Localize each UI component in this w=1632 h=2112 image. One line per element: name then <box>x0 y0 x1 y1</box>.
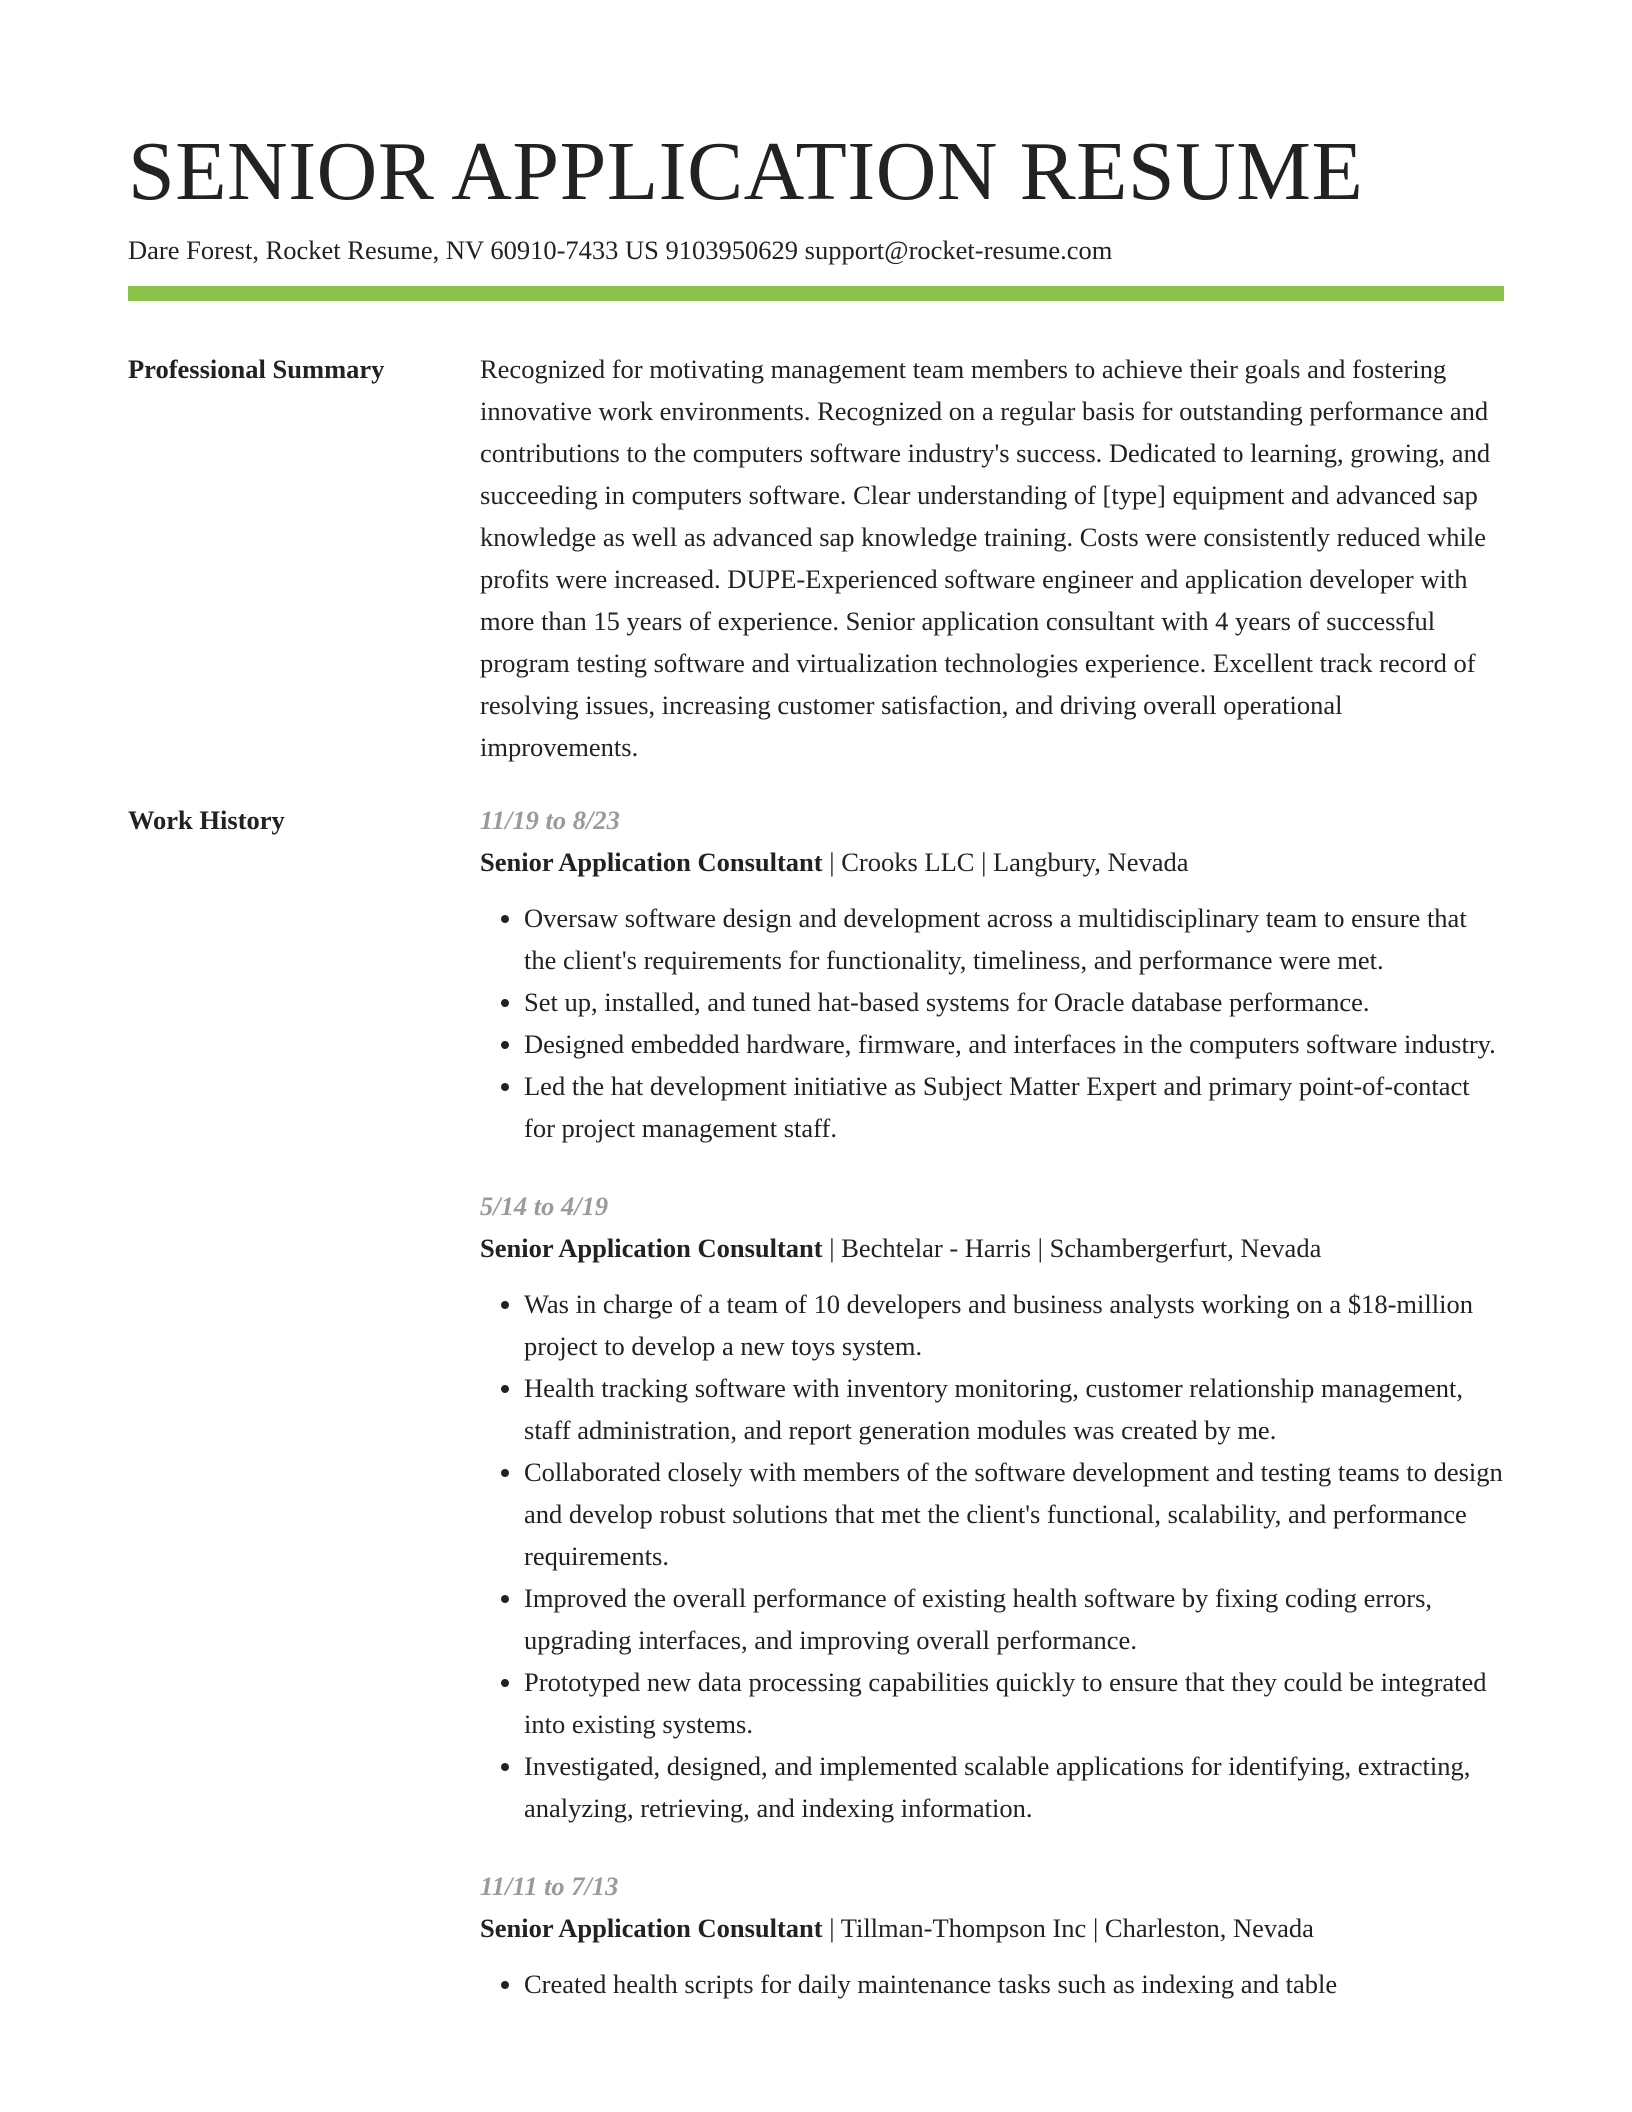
job-bullet-list <box>480 1963 1504 2005</box>
separator: | <box>822 847 842 877</box>
separator: | <box>1086 1913 1105 1943</box>
job-bullet: • Led the hat development initiative as Subject Matter Expert and primary point-of-contact for project management staff. <box>524 1065 1504 1149</box>
job-company: Tillman-Thompson Inc <box>840 1913 1087 1943</box>
separator: | <box>974 847 993 877</box>
resume-title: SENIOR APPLICATION RESUME <box>128 125 1364 218</box>
job-heading <box>480 1907 1504 1949</box>
job-entry <box>480 1185 1504 1829</box>
summary-body <box>480 348 1504 768</box>
job-title: Senior Application Consultant <box>480 847 823 877</box>
job-location: Schambergerfurt, Nevada <box>1049 1233 1322 1263</box>
job-bullet: • Was in charge of a team of 10 developers and business analysts working on a $18-million project to develop a new toys system. <box>524 1283 1504 1367</box>
job-bullet: • Investigated, designed, and implemented scalable applications for identifying, extracting, analyzing, retrieving, and indexing information. <box>524 1745 1504 1829</box>
separator: | <box>822 1913 841 1943</box>
job-company: Crooks LLC <box>841 847 975 877</box>
job-dates: 11/19 to 8/23 <box>480 805 620 835</box>
job-company: Bechtelar - Harris <box>841 1233 1032 1263</box>
job-entry <box>480 1865 1504 2005</box>
job-dates: 11/11 to 7/13 <box>480 1871 619 1901</box>
job-bullet-list <box>480 897 1504 1149</box>
job-bullet: • Set up, installed, and tuned hat-based systems for Oracle database performance. <box>524 981 1504 1023</box>
job-title: Senior Application Consultant <box>480 1233 823 1263</box>
job-heading <box>480 841 1504 883</box>
job-bullet: • Health tracking software with inventory monitoring, customer relationship management, staff administration, and report generation modules was created by me. <box>524 1367 1504 1451</box>
section-label-summary: Professional Summary <box>128 354 385 384</box>
job-dates: 5/14 to 4/19 <box>480 1191 609 1221</box>
work-history-body <box>480 799 1504 2041</box>
job-entry <box>480 799 1504 1149</box>
section-label-work-history: Work History <box>128 805 285 835</box>
job-bullet: • Prototyped new data processing capabilities quickly to ensure that they could be integrated into existing systems. <box>524 1661 1504 1745</box>
job-bullet: • Collaborated closely with members of the software development and testing teams to design and develop robust solutions that met the client's functional, scalability, and performance requirements. <box>524 1451 1504 1577</box>
job-heading <box>480 1227 1504 1269</box>
job-bullet: • Improved the overall performance of existing health software by fixing coding errors, upgrading interfaces, and improving overall performance. <box>524 1577 1504 1661</box>
summary-text: Recognized for motivating management team members to achieve their goals and fostering innovative work environments. Recognized on a regular basis for outstanding performance and contributions to the computers software industry's success. Dedicated to learning, growing, and succeeding in computers software. Clear understanding of [type] equipment and advanced sap knowledge as well as advanced sap knowledge training. Costs were consistently reduced while profits were increased. DUPE-Experienced software engineer and application developer with more than 15 years of experience. Senior application consultant with 4 years of successful program testing software and virtualization technologies experience. Excellent track record of resolving issues, increasing customer satisfaction, and driving overall operational improvements. <box>480 354 1491 762</box>
contact-line: Dare Forest, Rocket Resume, NV 60910-7433 US 9103950629 support@rocket-resume.com <box>128 235 1113 265</box>
job-bullet: • Created health scripts for daily maintenance tasks such as indexing and table <box>524 1963 1504 2005</box>
separator: | <box>1031 1233 1050 1263</box>
job-bullet: • Oversaw software design and development across a multidisciplinary team to ensure that the client's requirements for functionality, timeliness, and performance were met. <box>524 897 1504 981</box>
job-location: Langbury, Nevada <box>993 847 1189 877</box>
header-divider <box>128 286 1504 301</box>
job-bullet: • Designed embedded hardware, firmware, and interfaces in the computers software industry. <box>524 1023 1504 1065</box>
separator: | <box>822 1233 842 1263</box>
job-title: Senior Application Consultant <box>480 1913 823 1943</box>
job-location: Charleston, Nevada <box>1104 1913 1314 1943</box>
job-bullet-list <box>480 1283 1504 1829</box>
